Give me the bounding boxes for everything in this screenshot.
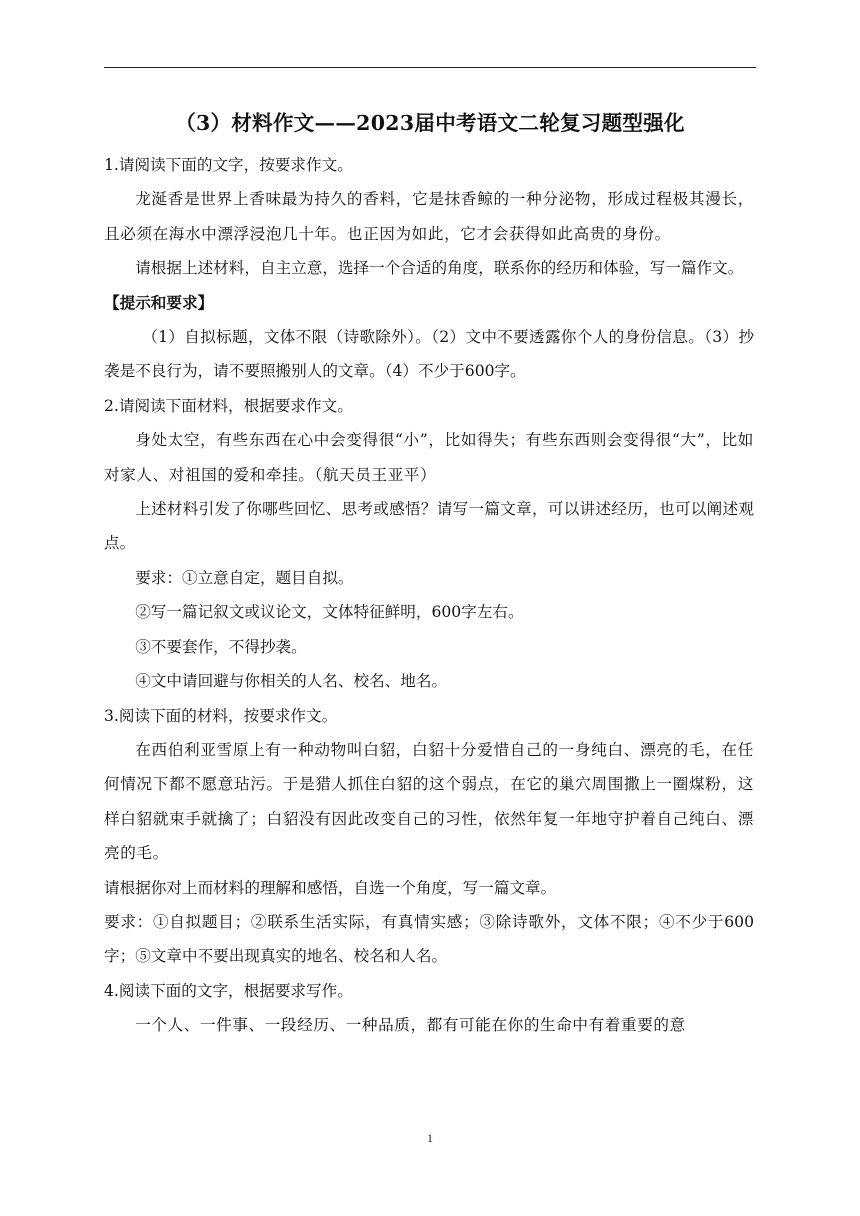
paragraph: 一个人、一件事、一段经历、一种品质，都有可能在你的生命中有着重要的意 bbox=[135, 1016, 686, 1035]
page-title: （3）材料作文——2023届中考语文二轮复习题型强化 bbox=[175, 111, 685, 135]
paragraph: 上述材料引发了你哪些回忆、思考或感悟？请写一篇文章，可以讲述经历，也可以阐述观点。 bbox=[104, 500, 754, 553]
paragraph: 1.请阅读下面的文字，按要求作文。 bbox=[104, 156, 353, 174]
paragraph: 2.请阅读下面材料，根据要求作文。 bbox=[104, 396, 353, 415]
header-rule bbox=[104, 67, 756, 68]
paragraph: 要求：①自拟题目；②联系生活实际，有真情实感；③除诗歌外，文体不限；④不少于600字；⑤文章中不要出现真实的地名、校名和人名。 bbox=[104, 912, 754, 966]
paragraph: ④文中请回避与你相关的人名、校名、地名。 bbox=[135, 672, 448, 691]
paragraph: 4.阅读下面的文字，根据要求写作。 bbox=[104, 981, 353, 1000]
page-number: 1 bbox=[427, 1131, 433, 1145]
paragraph: 请根据你对上而材料的理解和感悟，自选一个角度，写一篇文章。 bbox=[104, 878, 557, 897]
paragraph: ②写一篇记叙文或议论文，文体特征鲜明，600字左右。 bbox=[135, 603, 524, 622]
paragraph: （1）自拟标题，文体不限（诗歌除外）。（2）文中不要透露你个人的身份信息。（3）抄袭是不良行为，请不要照搬别人的文章。（4）不少于600字。 bbox=[104, 328, 754, 381]
paragraph: 要求：①立意自定，题目自拟。 bbox=[135, 568, 354, 587]
paragraph: 【提示和要求】 bbox=[104, 292, 214, 312]
paragraph: 3.阅读下面的材料，按要求作文。 bbox=[104, 706, 338, 725]
paragraph: 在西伯利亚雪原上有一种动物叫白貂，白貂十分爱惜自己的一身纯白、漂亮的毛，在任何情况下都不愿意玷污。于是猎人抓住白貂的这个弱点，在它的巢穴周围撒上一圈煤粉，这样白貂就束手就擒了；白貂没有因此改变自己的习性，依然年复一年地守护着自己纯白、漂亮的毛。 bbox=[104, 740, 754, 863]
paragraph: ③不要套作，不得抄袭。 bbox=[135, 637, 307, 656]
paragraph: 身处太空，有些东西在心中会变得很“小”，比如得失；有些东西则会变得很“大”，比如对家人、对祖国的爱和牵挂。（航天员王亚平） bbox=[104, 431, 754, 484]
paragraph: 请根据上述材料，自主立意，选择一个合适的角度，联系你的经历和体验，写一篇作文。 bbox=[135, 259, 744, 278]
document-body bbox=[104, 148, 754, 1043]
paragraph: 龙涎香是世界上香味最为持久的香料，它是抹香鲸的一种分泌物，形成过程极其漫长，且必须在海水中漂浮浸泡几十年。也正因为如此，它才会获得如此高贵的身份。 bbox=[104, 190, 754, 243]
